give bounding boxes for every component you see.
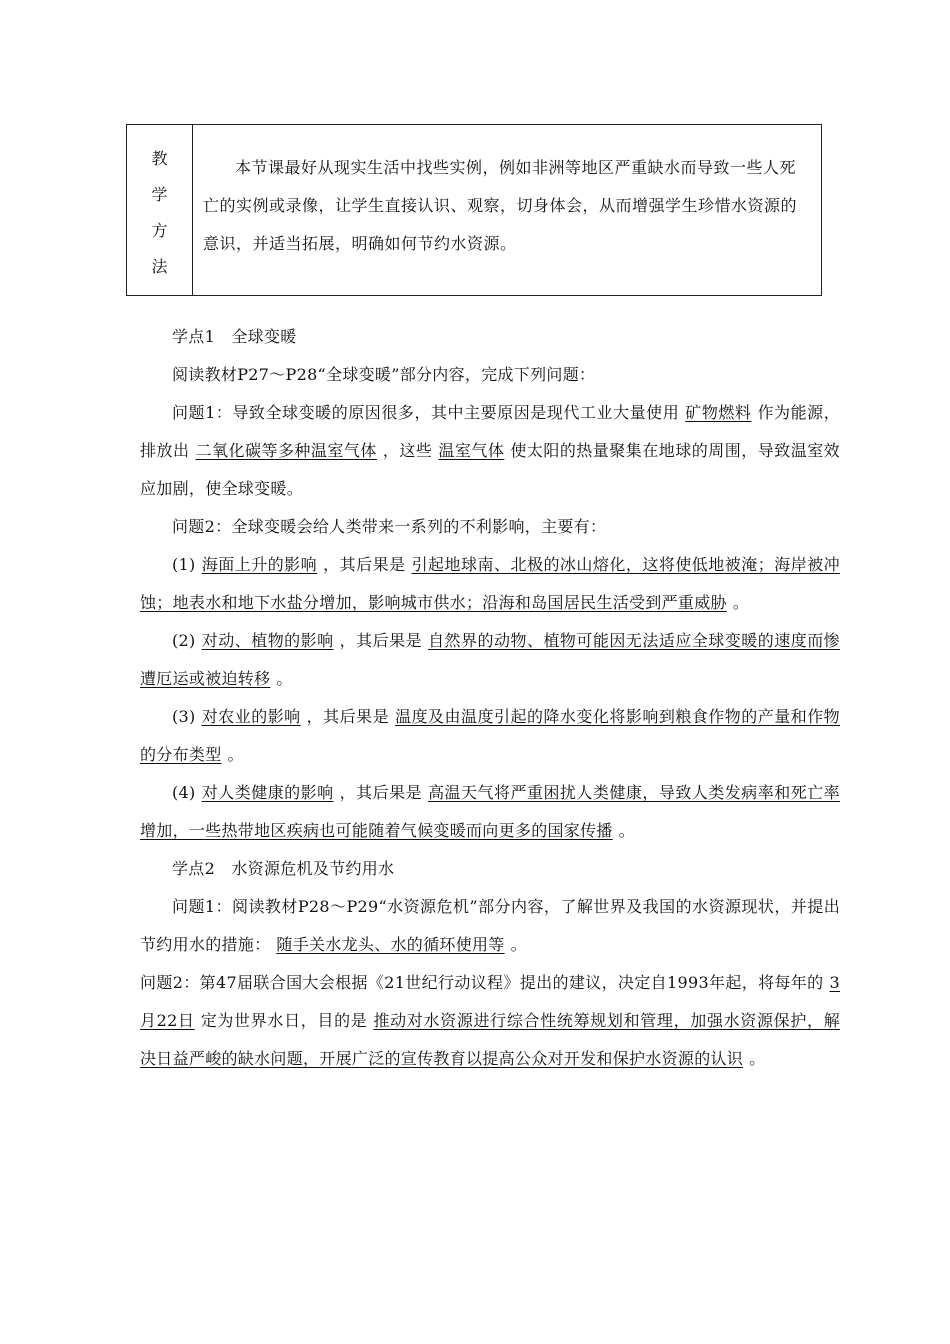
table-content-cell bbox=[193, 125, 821, 295]
answer-blank: 海面上升的影响 bbox=[201, 555, 318, 574]
answer-blank: 对动、植物的影响 bbox=[201, 631, 334, 650]
item-number: (4) bbox=[172, 783, 196, 802]
answer-blank: 对农业的影响 bbox=[201, 707, 301, 726]
table-content-text: 本节课最好从现实生活中找些实例，例如非洲等地区严重缺水而导致一些人死亡的实例或录像，让学生直接认识、观察，切身体会，从而增强学生珍惜水资源的意识，并适当拓展，明确如何节约水资源。 bbox=[203, 158, 798, 253]
teaching-method-table bbox=[126, 124, 822, 296]
answer-blank: 高温天气将严重困扰人类健康，导致人类发病率和死亡率增加，一些热带地区疾病也可能随着气候变暖而向更多的国家传播 bbox=[140, 783, 840, 840]
answer-blank: 温室气体 bbox=[438, 441, 505, 460]
item-number: (2) bbox=[172, 631, 196, 650]
question-text: ，其后果是 bbox=[306, 707, 390, 726]
section2-question2 bbox=[140, 964, 840, 1078]
question-text: ，其后果是 bbox=[339, 631, 423, 650]
label-char: 学 bbox=[151, 185, 168, 204]
question-text: 。 bbox=[276, 669, 293, 688]
section1-question2-intro: 问题2：全球变暖会给人类带来一系列的不利影响，主要有： bbox=[172, 517, 607, 536]
item-number: (1) bbox=[172, 555, 196, 574]
answer-blank: 随手关水龙头、水的循环使用等 bbox=[276, 935, 505, 954]
question-text: 问题1：阅读教材P28～P29“水资源危机”部分内容，了解世界及我国的水资源现状，并提出节约用水的措施： bbox=[140, 897, 840, 954]
question-text: 问题2：第47届联合国大会根据《21世纪行动议程》提出的建议，决定自1993年起，将每年的 bbox=[140, 973, 824, 992]
impact-item bbox=[140, 774, 840, 850]
section1-question1 bbox=[140, 394, 840, 508]
question-text: ，其后果是 bbox=[323, 555, 406, 574]
question-text: 。 bbox=[732, 593, 750, 612]
answer-blank: 3月22日 bbox=[140, 973, 840, 1030]
question-text: 使太阳的热量聚集在地球的周围，导致温室效应加剧，使全球变暖。 bbox=[140, 441, 840, 498]
label-char: 法 bbox=[151, 257, 168, 276]
impact-item bbox=[140, 622, 840, 698]
impact-item bbox=[140, 698, 840, 774]
main-content bbox=[140, 318, 840, 1078]
question-text: 。 bbox=[227, 745, 244, 764]
question-text: 。 bbox=[749, 1049, 766, 1068]
label-char: 方 bbox=[151, 221, 168, 240]
question-text: 作为能源，排放出 bbox=[140, 403, 841, 460]
question-text: ，这些 bbox=[382, 441, 433, 460]
question-text: 问题1：导致全球变暖的原因很多，其中主要原因是现代工业大量使用 bbox=[172, 403, 680, 422]
answer-blank: 对人类健康的影响 bbox=[201, 783, 334, 802]
section1-title: 学点1 全球变暖 bbox=[172, 327, 297, 346]
section2-question1 bbox=[140, 888, 840, 964]
answer-blank: 引起地球南、北极的冰山熔化，这将使低地被淹；海岸被冲蚀；地表水和地下水盐分增加，影响城市供水；沿海和岛国居民生活受到严重威胁 bbox=[140, 555, 840, 612]
answer-blank: 自然界的动物、植物可能因无法适应全球变暖的速度而惨遭厄运或被迫转移 bbox=[140, 631, 840, 688]
item-number: (3) bbox=[172, 707, 196, 726]
section1-intro: 阅读教材P27～P28“全球变暖”部分内容，完成下列问题： bbox=[172, 365, 596, 384]
label-char: 教 bbox=[151, 149, 168, 168]
impact-item bbox=[140, 546, 840, 622]
question-text: 定为世界水日，目的是 bbox=[200, 1011, 368, 1030]
table-label-cell bbox=[127, 125, 193, 295]
answer-blank: 温度及由温度引起的降水变化将影响到粮食作物的产量和作物的分布类型 bbox=[140, 707, 840, 764]
answer-blank: 矿物燃料 bbox=[685, 403, 752, 422]
answer-blank: 推动对水资源进行综合性统筹规划和管理，加强水资源保护，解决日益严峻的缺水问题，开展广泛的宣传教育以提高公众对开发和保护水资源的认识 bbox=[140, 1011, 840, 1068]
question-text: 。 bbox=[618, 821, 636, 840]
answer-blank: 二氧化碳等多种温室气体 bbox=[195, 441, 377, 460]
question-text: ，其后果是 bbox=[339, 783, 423, 802]
question-text: 。 bbox=[510, 935, 527, 954]
section2-title: 学点2 水资源危机及节约用水 bbox=[172, 859, 395, 878]
